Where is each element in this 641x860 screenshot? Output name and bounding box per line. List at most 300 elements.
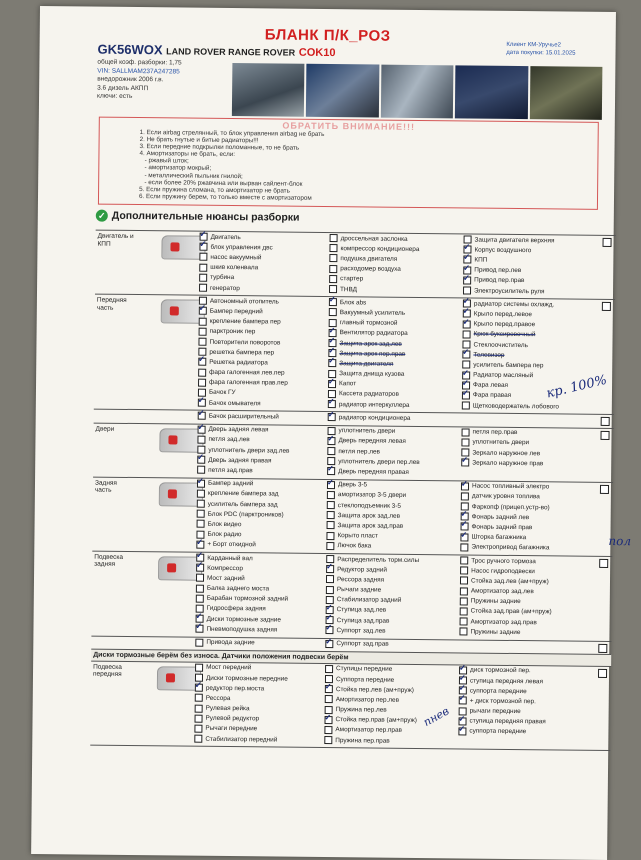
- part-label: Ступица зад.лев: [336, 606, 387, 615]
- part-checkbox[interactable]: [198, 412, 206, 420]
- part-row: [459, 627, 599, 639]
- part-checkbox[interactable]: [463, 330, 471, 338]
- vehicle-info: [97, 59, 182, 102]
- part-checkbox[interactable]: [199, 253, 207, 261]
- part-row: [328, 399, 456, 411]
- part-label: генератор: [210, 284, 240, 292]
- part-label: Бачок расширительный: [208, 412, 279, 421]
- part-label: Стойка пер.прав (ам+пруж): [335, 716, 417, 725]
- part-label: Корыто пласт: [337, 532, 378, 540]
- part-label: подушка двигателя: [340, 255, 398, 263]
- parts-column: [195, 637, 323, 649]
- part-label: Защита арок пер.прав: [339, 349, 406, 358]
- part-row: [458, 736, 598, 748]
- part-label: Зеркало наружное лев: [472, 449, 541, 457]
- warning-item: - если более 20% ржавчина или вырван сайлент-блок: [139, 178, 303, 188]
- info-line: 3.6 дизель АКПП: [97, 84, 149, 92]
- part-label: Стабилизатор передний: [205, 735, 278, 744]
- part-checkbox[interactable]: [460, 577, 468, 585]
- part-checkbox[interactable]: [460, 618, 468, 626]
- parts-column: [462, 299, 603, 413]
- vehicle-model: LAND ROVER RANGE ROVER: [166, 46, 296, 58]
- part-checkbox[interactable]: [329, 255, 337, 263]
- part-row: [196, 539, 324, 551]
- parts-column: [327, 426, 456, 478]
- vehicle-photos: [232, 63, 603, 120]
- part-label: Пружина пер.лев: [335, 706, 387, 714]
- part-label: Фара левая: [473, 381, 509, 390]
- part-checkbox[interactable]: [330, 234, 338, 242]
- part-label: Бампер задний: [207, 479, 254, 488]
- part-checkbox[interactable]: [198, 425, 206, 433]
- part-label: + Борт откидной: [207, 541, 256, 549]
- verify-checkbox[interactable]: [600, 484, 609, 493]
- part-label: Защита арок зад.лев: [339, 339, 402, 348]
- part-label: Дверь задняя правая: [208, 456, 272, 465]
- part-checkbox[interactable]: [324, 716, 332, 724]
- part-label: насос вакуумный: [210, 253, 262, 262]
- handwritten-note: пол: [608, 533, 632, 549]
- parts-section: [95, 230, 616, 300]
- part-row: [325, 625, 453, 637]
- part-label: Фонарь задний лев: [471, 513, 530, 521]
- handwritten-note: пнев: [421, 704, 452, 730]
- parts-column: [199, 232, 328, 294]
- part-label: Компрессор: [207, 564, 243, 572]
- part-label: Защита арок зад.прав: [337, 522, 404, 530]
- warning-title: ОБРАТИТЬ ВНИМАНИЕ!!!: [282, 120, 416, 132]
- part-checkbox[interactable]: [199, 274, 207, 282]
- part-row: [194, 734, 322, 746]
- part-checkbox[interactable]: [328, 380, 336, 388]
- part-label: Лючок бака: [337, 542, 372, 550]
- part-label: Гидросфера задняя: [206, 605, 266, 613]
- part-checkbox[interactable]: [196, 584, 204, 592]
- part-label: суппорта передние: [469, 727, 527, 736]
- part-checkbox[interactable]: [329, 298, 337, 306]
- part-label: Дверь задняя левая: [208, 425, 269, 434]
- part-label: Привод пер.лев: [474, 266, 522, 275]
- part-checkbox[interactable]: [197, 479, 205, 487]
- part-label: Фонарь задний прав: [471, 523, 533, 532]
- part-label: редуктор пер.моста: [205, 684, 265, 693]
- part-checkbox[interactable]: [195, 714, 203, 722]
- part-checkbox[interactable]: [327, 501, 335, 509]
- part-checkbox[interactable]: [326, 575, 334, 583]
- part-label: ступица передняя левая: [469, 677, 543, 685]
- verify-checkbox[interactable]: [603, 238, 612, 247]
- part-checkbox[interactable]: [329, 244, 337, 252]
- part-checkbox[interactable]: [196, 594, 204, 602]
- part-label: + диск тормозной пер.: [469, 697, 536, 706]
- verify-checkbox[interactable]: [600, 430, 609, 439]
- part-checkbox[interactable]: [197, 500, 205, 508]
- part-checkbox[interactable]: [199, 328, 207, 336]
- parts-column: [198, 411, 326, 423]
- part-label: стеклоподъемник 3-5: [337, 501, 401, 510]
- warning-item: - амортизатор мокрый;: [139, 164, 212, 173]
- part-label: Ступица зад.прав: [336, 616, 390, 625]
- part-label: Рессора задняя: [336, 576, 385, 584]
- part-label: Автономный отопитель: [209, 297, 279, 306]
- vin-line: VIN: SALLMAM237A247285: [97, 67, 180, 75]
- part-label: Электропривод багажника: [471, 543, 550, 552]
- warning-item: 6. Если пружину берем, то только вместе с амортизатором: [138, 192, 312, 202]
- parts-column: [197, 424, 326, 476]
- info-line: внедорожник 2006 г.в.: [97, 75, 164, 84]
- part-checkbox[interactable]: [462, 391, 470, 399]
- part-checkbox[interactable]: [194, 735, 202, 743]
- parts-column: [196, 478, 325, 551]
- part-label: Крыло перед.правое: [473, 320, 536, 329]
- part-label: Рулевой редуктор: [205, 715, 260, 723]
- part-label: Щетководержатель лобового: [472, 402, 560, 411]
- part-checkbox[interactable]: [459, 697, 467, 705]
- part-checkbox[interactable]: [198, 368, 206, 376]
- part-label: Радиатор масляный: [473, 371, 534, 380]
- part-checkbox[interactable]: [325, 626, 333, 634]
- section-label: Двери: [95, 425, 115, 433]
- part-checkbox[interactable]: [328, 414, 336, 422]
- section-label: Подвеска передняя: [92, 663, 122, 679]
- parts-column: [194, 662, 323, 745]
- part-label: Дверь 3-5: [337, 481, 368, 489]
- part-checkbox[interactable]: [195, 638, 203, 646]
- part-checkbox[interactable]: [460, 533, 468, 541]
- client-info: [506, 41, 575, 58]
- part-checkbox[interactable]: [326, 532, 334, 540]
- part-label: Корпус воздушного: [474, 246, 532, 254]
- vehicle-photo: [529, 66, 602, 120]
- part-label: Рулевая рейка: [205, 704, 250, 713]
- part-checkbox[interactable]: [199, 307, 207, 315]
- part-label: уплотнитель двери: [338, 427, 396, 435]
- part-label: Телевизор: [473, 351, 505, 359]
- part-checkbox[interactable]: [198, 378, 206, 386]
- section-label: Передняя часть: [96, 296, 127, 312]
- section-label: Задняя часть: [94, 479, 118, 494]
- part-checkbox[interactable]: [197, 436, 205, 444]
- nuance-heading: [96, 210, 300, 224]
- part-label: радиатор системы охлажд.: [473, 300, 555, 309]
- checklist-form: [31, 6, 632, 860]
- part-label: Диски тормозные передние: [205, 674, 288, 683]
- part-checkbox[interactable]: [198, 338, 206, 346]
- part-label: Диски тормозные задние: [206, 615, 281, 624]
- part-label: Шторка багажника: [471, 533, 527, 542]
- part-label: Балка заднего моста: [206, 584, 270, 593]
- part-checkbox[interactable]: [324, 726, 332, 734]
- form-title: БЛАНК П/К_РОЗ: [264, 26, 391, 45]
- part-label: Дверь передняя левая: [338, 437, 406, 446]
- warning-item: 1. Если airbag стрелянный, то блок управления airbag не брать: [139, 129, 325, 138]
- purchase-date: дата покупки: 15.01.2025: [506, 49, 576, 57]
- part-label: петля зад.лев: [208, 436, 250, 444]
- part-label: петля зад.прав: [208, 466, 253, 475]
- part-checkbox[interactable]: [328, 359, 336, 367]
- part-checkbox[interactable]: [196, 564, 204, 572]
- part-label: Защита двигателя: [339, 360, 394, 368]
- vehicle-photo: [306, 64, 379, 118]
- part-checkbox[interactable]: [461, 438, 469, 446]
- part-label: Амортизатор пер.прав: [335, 726, 402, 735]
- part-row: [463, 285, 603, 297]
- part-checkbox[interactable]: [460, 587, 468, 595]
- part-label: Карданный вал: [207, 554, 253, 562]
- part-checkbox[interactable]: [462, 402, 470, 410]
- part-checkbox[interactable]: [460, 556, 468, 564]
- part-label: Стойка зад.прав (ам+пруж): [470, 608, 552, 616]
- part-row: [462, 401, 602, 413]
- part-row: [329, 284, 457, 296]
- part-label: Пружина пер.прав: [335, 736, 390, 745]
- part-label: Пружины задние: [470, 628, 521, 636]
- part-checkbox[interactable]: [195, 704, 203, 712]
- vehicle-header: [97, 42, 335, 59]
- parts-column: [459, 640, 599, 652]
- part-label: датчик уровня топлива: [471, 492, 540, 501]
- part-label: петля пер.лев: [338, 447, 380, 456]
- part-checkbox[interactable]: [197, 456, 205, 464]
- parts-column: [195, 553, 324, 636]
- part-checkbox[interactable]: [196, 540, 204, 548]
- part-row: [460, 542, 600, 554]
- part-label: Фаркопф (прицеп.устр-во): [471, 503, 550, 511]
- part-label: крепление бампера пер: [209, 317, 281, 326]
- part-checkbox[interactable]: [325, 685, 333, 693]
- part-row: [197, 465, 325, 477]
- part-label: Насос топливный электро: [471, 482, 550, 491]
- part-label: Стойка пер.лев (ам+пруж): [335, 685, 414, 694]
- part-checkbox[interactable]: [460, 597, 468, 605]
- part-checkbox[interactable]: [194, 725, 202, 733]
- part-checkbox[interactable]: [195, 684, 203, 692]
- section-label: Двигатель и КПП: [97, 232, 134, 248]
- part-label: решетка бампера пер: [209, 348, 275, 357]
- part-checkbox[interactable]: [460, 607, 468, 615]
- part-checkbox[interactable]: [197, 466, 205, 474]
- part-checkbox[interactable]: [199, 243, 207, 251]
- parts-column: [324, 664, 453, 747]
- part-row: [324, 735, 452, 747]
- parts-section: [92, 476, 613, 556]
- part-row: [326, 541, 454, 553]
- part-checkbox[interactable]: [325, 640, 333, 648]
- part-checkbox[interactable]: [327, 481, 335, 489]
- part-label: Ступицы передние: [336, 665, 393, 674]
- part-label: ступица передняя правая: [469, 717, 546, 726]
- vehicle-photo: [455, 65, 528, 119]
- parts-column: [458, 665, 599, 748]
- warning-item: 2. Не брать гнутые и битые радиаторы!!!: [139, 136, 259, 145]
- part-row: [327, 466, 455, 478]
- part-label: Редуктор задний: [337, 565, 387, 574]
- part-checkbox[interactable]: [460, 567, 468, 575]
- warning-item: 3. Если передние подкрылки поломанные, то не брать: [139, 143, 300, 152]
- part-label: Рычаги передние: [205, 725, 258, 733]
- part-checkbox[interactable]: [327, 437, 335, 445]
- part-row: [462, 414, 602, 426]
- part-label: радиатор интеркуллера: [338, 400, 410, 409]
- part-checkbox[interactable]: [327, 511, 335, 519]
- part-checkbox[interactable]: [327, 491, 335, 499]
- parts-column: [328, 297, 457, 410]
- part-row: [195, 637, 323, 649]
- part-checkbox[interactable]: [458, 727, 466, 735]
- parts-column: [329, 233, 458, 295]
- part-label: Распределитель торм.силы: [337, 555, 420, 564]
- part-label: Суппорт зад.лев: [336, 626, 386, 635]
- part-checkbox[interactable]: [195, 694, 203, 702]
- part-checkbox[interactable]: [329, 275, 337, 283]
- part-row: [328, 412, 456, 424]
- parts-column: [325, 554, 454, 637]
- parts-section: [93, 422, 614, 481]
- verify-checkbox[interactable]: [598, 643, 607, 652]
- part-label: Повторители поворотов: [209, 338, 281, 347]
- part-label: Блок видео: [207, 520, 242, 529]
- part-checkbox[interactable]: [197, 520, 205, 528]
- nuance-title: Дополнительные нюансы разборки: [111, 209, 300, 224]
- part-checkbox[interactable]: [327, 467, 335, 475]
- part-label: рычаги передние: [469, 707, 521, 716]
- part-label: Привод пер.прав: [474, 276, 525, 285]
- vehicle-photo: [232, 63, 305, 117]
- part-checkbox[interactable]: [199, 317, 207, 325]
- part-checkbox[interactable]: [461, 482, 469, 490]
- part-checkbox[interactable]: [329, 285, 337, 293]
- part-row: [461, 468, 601, 480]
- part-checkbox[interactable]: [329, 265, 337, 273]
- part-row: [199, 283, 327, 295]
- part-label: Пневмоподушка задняя: [206, 625, 278, 634]
- part-checkbox[interactable]: [325, 665, 333, 673]
- part-checkbox[interactable]: [325, 695, 333, 703]
- part-label: расходомер воздуха: [340, 265, 401, 273]
- part-label: Бачок ГУ: [208, 389, 236, 397]
- part-checkbox[interactable]: [459, 628, 467, 636]
- parts-column: [460, 481, 601, 554]
- part-checkbox[interactable]: [462, 351, 470, 359]
- part-label: Вакуумный усилитель: [339, 309, 406, 317]
- part-label: суппорта передние: [469, 687, 527, 695]
- part-label: Крыло перед.левое: [473, 310, 533, 319]
- part-label: Электроусилитель руля: [474, 287, 545, 295]
- part-label: Барабан тормозной задний: [206, 595, 289, 603]
- parts-column: [198, 296, 327, 409]
- part-checkbox[interactable]: [196, 574, 204, 582]
- part-label: усилитель бампера пер: [473, 361, 544, 370]
- parts-column: [325, 639, 453, 651]
- part-label: Защита днища кузова: [339, 370, 405, 378]
- part-checkbox[interactable]: [328, 400, 336, 408]
- part-label: Амортизатор зад.лев: [470, 587, 534, 596]
- part-checkbox[interactable]: [198, 358, 206, 366]
- part-label: Привода задние: [206, 638, 255, 647]
- part-checkbox[interactable]: [195, 663, 203, 671]
- part-row: [325, 639, 453, 651]
- part-checkbox[interactable]: [463, 286, 471, 294]
- parts-section: [91, 551, 612, 641]
- part-label: КПП: [474, 256, 488, 264]
- part-label: Пружины задние: [470, 597, 521, 606]
- part-label: Кассета радиаторов: [338, 390, 399, 399]
- verify-checkbox[interactable]: [598, 669, 607, 678]
- part-checkbox[interactable]: [461, 459, 469, 467]
- parts-column: [459, 555, 600, 638]
- part-label: Суппорта передние: [335, 675, 395, 684]
- part-label: Рессора: [205, 694, 231, 702]
- part-label: Блок PDC (парктроников): [207, 510, 284, 519]
- part-label: Амортизатор зад.прав: [470, 618, 537, 626]
- part-row: [195, 624, 323, 636]
- vehicle-code: COK10: [298, 46, 336, 60]
- vehicle-photo: [381, 65, 454, 119]
- part-label: фара галогенная прав.пер: [209, 379, 288, 387]
- handwritten-note: кр. 100%: [545, 372, 609, 402]
- part-checkbox[interactable]: [198, 399, 206, 407]
- part-label: Мост передний: [206, 664, 252, 672]
- parts-grid: [90, 230, 615, 752]
- part-label: Дверь передняя правая: [338, 468, 409, 476]
- part-checkbox[interactable]: [326, 565, 334, 573]
- part-checkbox[interactable]: [197, 510, 205, 518]
- part-label: Крюк буксировочный: [473, 330, 536, 339]
- part-label: дроссельная заслонка: [340, 234, 408, 243]
- part-label: Амортизатор пер.лев: [335, 696, 400, 704]
- part-label: диск тормозной пер.: [470, 666, 531, 675]
- part-checkbox[interactable]: [463, 320, 471, 328]
- part-checkbox[interactable]: [197, 490, 205, 498]
- parts-column: [461, 427, 602, 479]
- part-label: Двигатель: [210, 233, 241, 241]
- part-checkbox[interactable]: [329, 309, 337, 317]
- part-checkbox[interactable]: [327, 521, 335, 529]
- part-checkbox[interactable]: [326, 586, 334, 594]
- part-checkbox[interactable]: [195, 625, 203, 633]
- info-line: общей коэф. разборки: 1,75: [97, 58, 182, 67]
- part-label: петля пер.прав: [472, 428, 518, 437]
- part-label: Стабилизатор задний: [336, 596, 402, 605]
- part-checkbox[interactable]: [460, 543, 468, 551]
- part-label: шкив коленвала: [210, 263, 259, 272]
- part-checkbox[interactable]: [463, 276, 471, 284]
- part-checkbox[interactable]: [199, 284, 207, 292]
- warning-item: 4. Амортизаторы не брать, если:: [139, 150, 236, 159]
- warning-item: - ржавый шток;: [139, 157, 189, 165]
- part-label: уплотнитель двери пер.лев: [338, 457, 420, 466]
- part-label: главный тормозной: [339, 319, 398, 327]
- part-checkbox[interactable]: [324, 736, 332, 744]
- part-checkbox[interactable]: [462, 428, 470, 436]
- part-label: Рычаги задние: [336, 586, 382, 594]
- verify-checkbox[interactable]: [601, 417, 610, 426]
- part-checkbox[interactable]: [199, 263, 207, 271]
- part-label: Фара правая: [472, 392, 512, 400]
- warning-item: - металлический пыльник гнилой;: [139, 171, 243, 180]
- part-label: амортизатор 3-5 двери: [337, 491, 407, 500]
- part-label: фара галогенная лев.пер: [209, 368, 285, 377]
- verify-checkbox[interactable]: [599, 559, 608, 568]
- plate-number: GK56WOX: [97, 41, 163, 58]
- verify-checkbox[interactable]: [602, 302, 611, 311]
- part-checkbox[interactable]: [461, 492, 469, 500]
- part-label: Трос ручного тормоза: [471, 557, 536, 565]
- part-checkbox[interactable]: [326, 542, 334, 550]
- part-checkbox[interactable]: [327, 447, 335, 455]
- part-label: уплотнитель двери: [472, 438, 530, 447]
- warning-box: [98, 117, 599, 210]
